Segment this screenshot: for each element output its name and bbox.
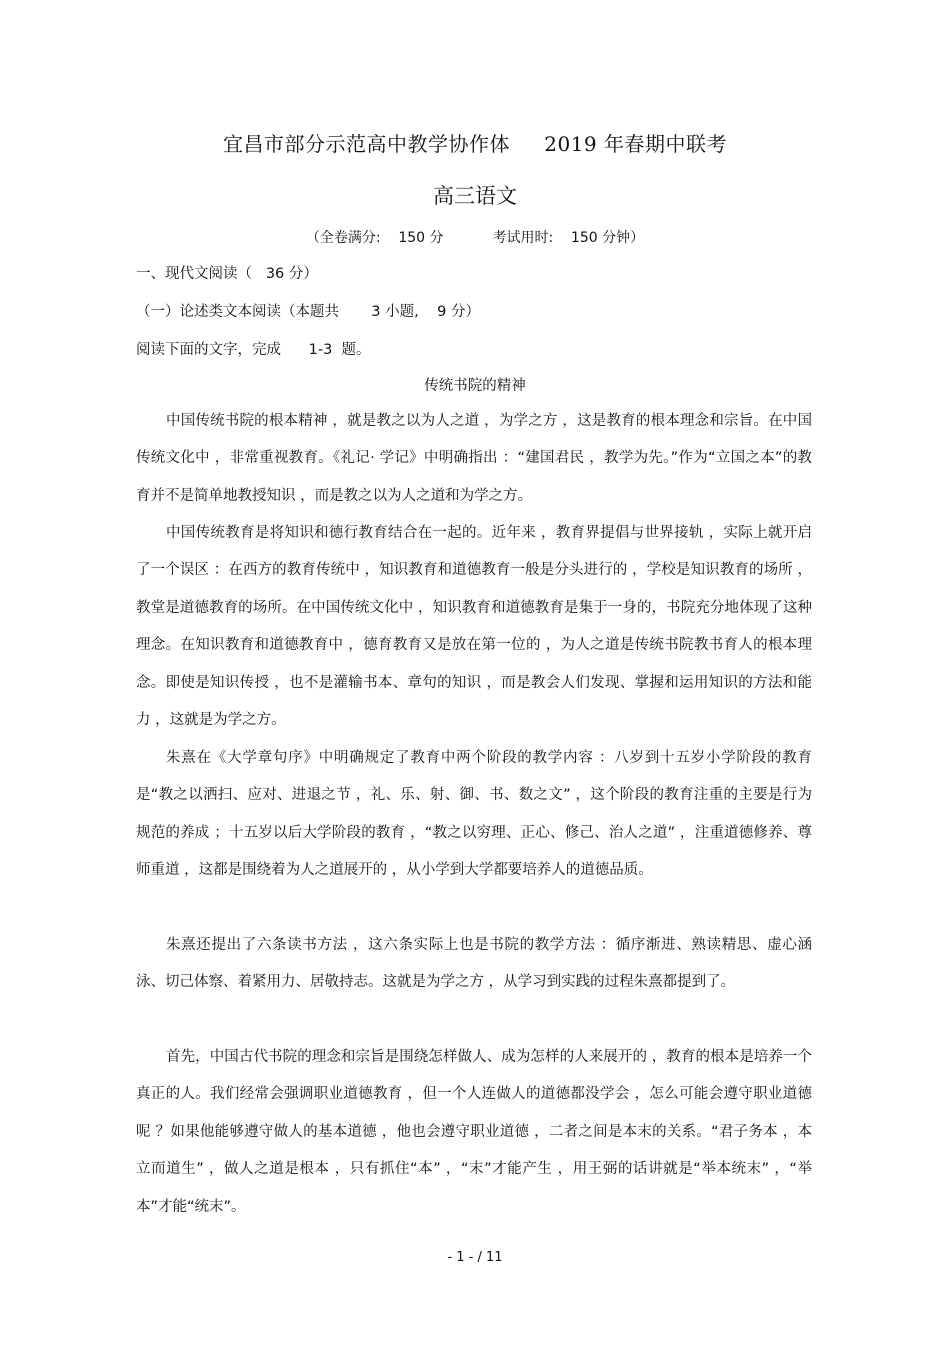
exam-title: 宜昌市部分示范高中教学协作体 2019 年春期中联考 (222, 132, 728, 156)
article-paragraph-2: 中国传统教育是将知识和德行教育结合在一起的。近年来 ，教育界提倡与世界接轨 ，实际上就开启了一个误区 ：在西方的教育传统中 ，知识教育和道德教育一般是分头进行的 ，学校是知识教育的场所 ，教堂是道德教育的场所。在中国传统文化中 ，知识教育和道德教育是集于一身的，书院充分地体现了这种理念。在知识教育和道德教育中 ，德育教育又是放在第一位的 ，为人之道是传统书院教书育人的根本理念。即使是知识传授 ，也不是灌输书本、章句的知识 ，而是教会人们发现、掌握和运用知识的方法和能力 ，这就是为学之方。 (136, 525, 812, 729)
page-number: - 1 - / 11 (447, 1250, 503, 1265)
exam-meta: （全卷满分: 150 分 考试用时: 150 分钟） (305, 230, 645, 246)
reading-instruction: 阅读下面的文字，完成 1-3 题。 (136, 342, 371, 358)
article-paragraph-1: 中国传统书院的根本精神 ，就是教之以为人之道 ，为学之方 ，这是教育的根本理念和宗旨。在中国传统文化中 ，非常重视教育。《礼记· 学记》中明确指出 ：“建国君民 ，教学为先。”作为“立国之本”的教育并不是简单地教授知识 ，而是教之以为人之道和为学之方。 (136, 413, 812, 504)
article-title: 传统书院的精神 (424, 378, 526, 394)
article-paragraph-4: 朱熹还提出了六条读书方法 ，这六条实际上也是书院的教学方法 ：循序渐进、熟读精思、虚心涵泳、切己体察、着紧用力、居敬持志。这就是为学之方 ，从学习到实践的过程朱熹都提到了。 (136, 937, 812, 991)
exam-subtitle: 高三语文 (433, 184, 517, 208)
article-paragraph-3: 朱熹在《大学章句序》中明确规定了教育中两个阶段的教学内容 ：八岁到十五岁小学阶段的教育是“教之以洒扫、应对、进退之节 ，礼、乐、射、御、书、数之文” ，这个阶段的教育注重的主要是行为规范的养成 ；十五岁以后大学阶段的教育 ，“教之以穷理、正心、修己、治人之道” ，注重道德修养、尊师重道 ，这都是围绕着为人之道展开的 ，从小学到大学都要培养人的道德品质。 (136, 750, 812, 879)
section-subheading: （一）论述类文本阅读（本题共 3 小题, 9 分） (136, 304, 480, 320)
section-heading: 一、现代文阅读（ 36 分） (136, 266, 318, 282)
article-paragraph-5: 首先，中国古代书院的理念和宗旨是围绕怎样做人、成为怎样的人来展开的 ，教育的根本是培养一个真正的人。我们经常会强调职业道德教育 ，但一个人连做人的道德都没学会 ，怎么可能会遵守职业道德呢 ？如果他能够遵守做人的基本道德 ，他也会遵守职业道德 ，二者之间是本末的关系。“君子务本 ，本立而道生” ，做人之道是根本 ，只有抓住“本” ，“末”才能产生 ，用王弼的话讲就是“举本统末” ，“举本”才能“统末”。 (136, 1049, 812, 1215)
